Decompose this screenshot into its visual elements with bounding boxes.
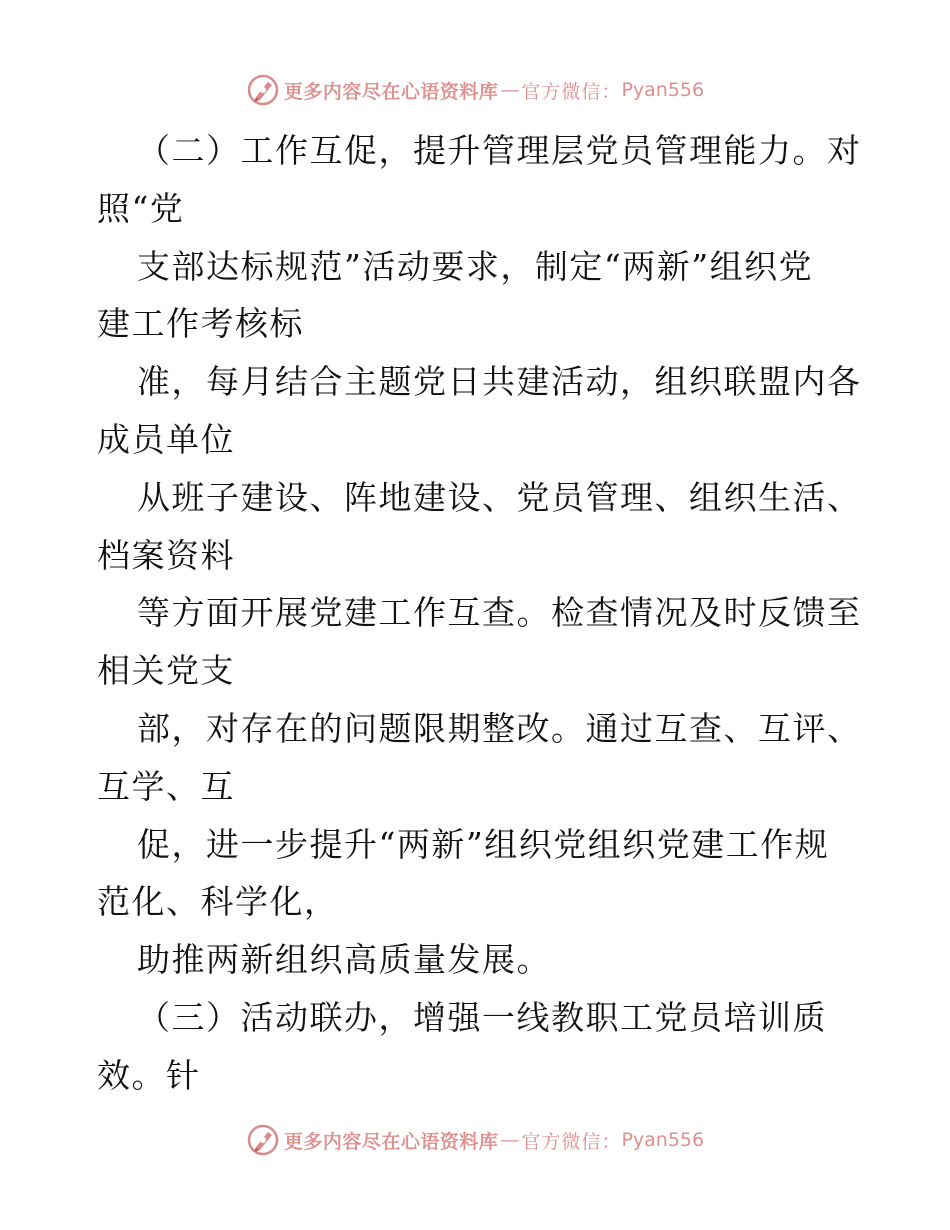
text-line: 建工作考核标: [97, 304, 304, 344]
pen-logo-icon: [246, 1123, 280, 1157]
text-line: 效。针: [97, 1055, 201, 1095]
text-line: 部，对存在的问题限期整改。通过互查、互评、: [137, 708, 862, 748]
text-line: 档案资料: [97, 535, 235, 575]
header-sub-text: 官方微信：: [521, 80, 622, 103]
text-line: 互学、互: [97, 766, 235, 806]
text-line: 支部达标规范”活动要求，制定“两新”组织党: [137, 246, 814, 286]
text-line: （二）工作互促，提升管理层党员管理能力。对: [137, 131, 862, 170]
text-line: 相关党支: [97, 651, 235, 691]
text-line: （三）活动联办，增强一线教职工党员培训质: [137, 997, 827, 1037]
header-wechat-id: Pyan556: [621, 79, 705, 101]
text-line: 促，进一步提升“两新”组织党组织党建工作规: [137, 824, 830, 864]
text-line: 助推两新组织高质量发展。: [137, 940, 551, 980]
text-line: 等方面开展党建工作互查。检查情况及时反馈至: [137, 593, 862, 633]
document-body: [97, 122, 862, 1105]
footer-wechat-id: Pyan556: [621, 1129, 705, 1151]
pen-logo-icon: [246, 73, 280, 107]
text-line: 范化、科学化，: [97, 882, 339, 922]
footer-main-text: 更多内容尽在心语资料库: [283, 1130, 499, 1153]
footer-sub-text: 官方微信：: [521, 1130, 622, 1153]
header-watermark: [0, 70, 950, 110]
text-line: 成员单位: [97, 419, 235, 459]
header-main-text: 更多内容尽在心语资料库: [283, 80, 499, 103]
footer-separator: —: [500, 1129, 520, 1151]
text-line: 准，每月结合主题党日共建活动，组织联盟内各: [137, 362, 862, 402]
text-line: 从班子建设、阵地建设、党员管理、组织生活、: [137, 477, 862, 517]
header-separator: —: [500, 79, 520, 101]
text-line: 照“党: [97, 188, 185, 228]
footer-watermark: [0, 1120, 950, 1160]
